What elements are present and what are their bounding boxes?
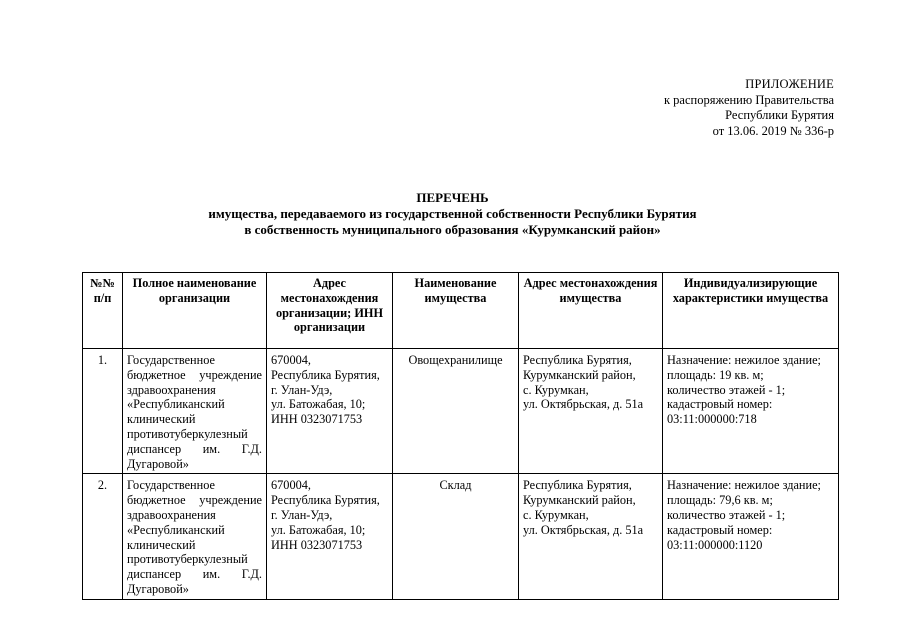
- row-organization: Государственное бюджетное учреждение здравоохранения «Республиканский клинический противотуберкулезный диспансер им. Г.Д. Дугаровой»: [123, 349, 267, 474]
- characteristic-line: 03:11:000000:1120: [667, 537, 763, 552]
- row-number: 2.: [83, 474, 123, 599]
- characteristic-line: площадь: 19 кв. м;: [667, 367, 764, 382]
- appendix-block: [664, 77, 834, 139]
- heading-line-1: имущества, передаваемого из государственной собственности Республики Бурятия: [208, 206, 697, 221]
- characteristic-line: площадь: 79,6 кв. м;: [667, 493, 773, 508]
- address-line: ул. Октябрьская, д. 51а: [523, 397, 644, 412]
- heading-title: ПЕРЕЧЕНЬ: [416, 190, 489, 205]
- address-line: ул. Октябрьская, д. 51а: [523, 522, 644, 537]
- appendix-line-2: Республики Бурятия: [725, 108, 834, 122]
- row-property-address: [519, 349, 663, 474]
- header-property-address: Адрес местонахождения имущества: [519, 273, 663, 349]
- address-line: ул. Батожабая, 10;: [271, 522, 366, 537]
- row-organization-address: [267, 474, 393, 599]
- row-property-name: Склад: [393, 474, 519, 599]
- appendix-title: ПРИЛОЖЕНИЕ: [745, 77, 834, 91]
- header-number: №№ п/п: [83, 273, 123, 349]
- property-table: [82, 272, 839, 600]
- address-line: Республика Бурятия,: [271, 493, 380, 508]
- row-organization-address: [267, 349, 393, 474]
- address-line: Республика Бурятия,: [523, 478, 632, 493]
- row-property-name: Овощехранилище: [393, 349, 519, 474]
- address-line: ул. Батожабая, 10;: [271, 397, 366, 412]
- header-organization-address: Адрес местонахождения организации; ИНН организации: [267, 273, 393, 349]
- document-heading: [0, 190, 905, 238]
- address-line: с. Курумкан,: [523, 382, 589, 397]
- row-organization: Государственное бюджетное учреждение здравоохранения «Республиканский клинический противотуберкулезный диспансер им. Г.Д. Дугаровой»: [123, 474, 267, 599]
- characteristic-line: кадастровый номер:: [667, 397, 773, 412]
- inn-line: ИНН 0323071753: [271, 412, 363, 427]
- characteristic-line: 03:11:000000:718: [667, 412, 757, 427]
- address-line: Республика Бурятия,: [523, 353, 632, 367]
- address-line: 670004,: [271, 353, 311, 367]
- address-line: Республика Бурятия,: [271, 367, 380, 382]
- characteristic-line: Назначение: нежилое здание;: [667, 353, 821, 367]
- row-characteristics: [663, 474, 839, 599]
- heading-line-2: в собственность муниципального образования «Курумканский район»: [244, 222, 661, 237]
- appendix-line-3: от 13.06. 2019 № 336-р: [712, 123, 834, 138]
- row-characteristics: [663, 349, 839, 474]
- header-property-name: Наименование имущества: [393, 273, 519, 349]
- appendix-line-1: к распоряжению Правительства: [663, 92, 834, 107]
- inn-line: ИНН 0323071753: [271, 537, 363, 552]
- header-organization: Полное наименование организации: [123, 273, 267, 349]
- table-row: [83, 474, 839, 599]
- address-line: с. Курумкан,: [523, 507, 589, 522]
- address-line: г. Улан-Удэ,: [271, 507, 333, 522]
- characteristic-line: количество этажей - 1;: [667, 507, 786, 522]
- address-line: 670004,: [271, 478, 311, 493]
- table-row: [83, 349, 839, 474]
- row-number: 1.: [83, 349, 123, 474]
- characteristic-line: кадастровый номер:: [667, 522, 773, 537]
- address-line: Курумканский район,: [523, 493, 636, 508]
- address-line: Курумканский район,: [523, 367, 636, 382]
- address-line: г. Улан-Удэ,: [271, 382, 333, 397]
- characteristic-line: количество этажей - 1;: [667, 382, 786, 397]
- header-characteristics: Индивидуализирующие характеристики имущества: [663, 273, 839, 349]
- characteristic-line: Назначение: нежилое здание;: [667, 478, 821, 493]
- row-property-address: [519, 474, 663, 599]
- table-header-row: [83, 273, 839, 349]
